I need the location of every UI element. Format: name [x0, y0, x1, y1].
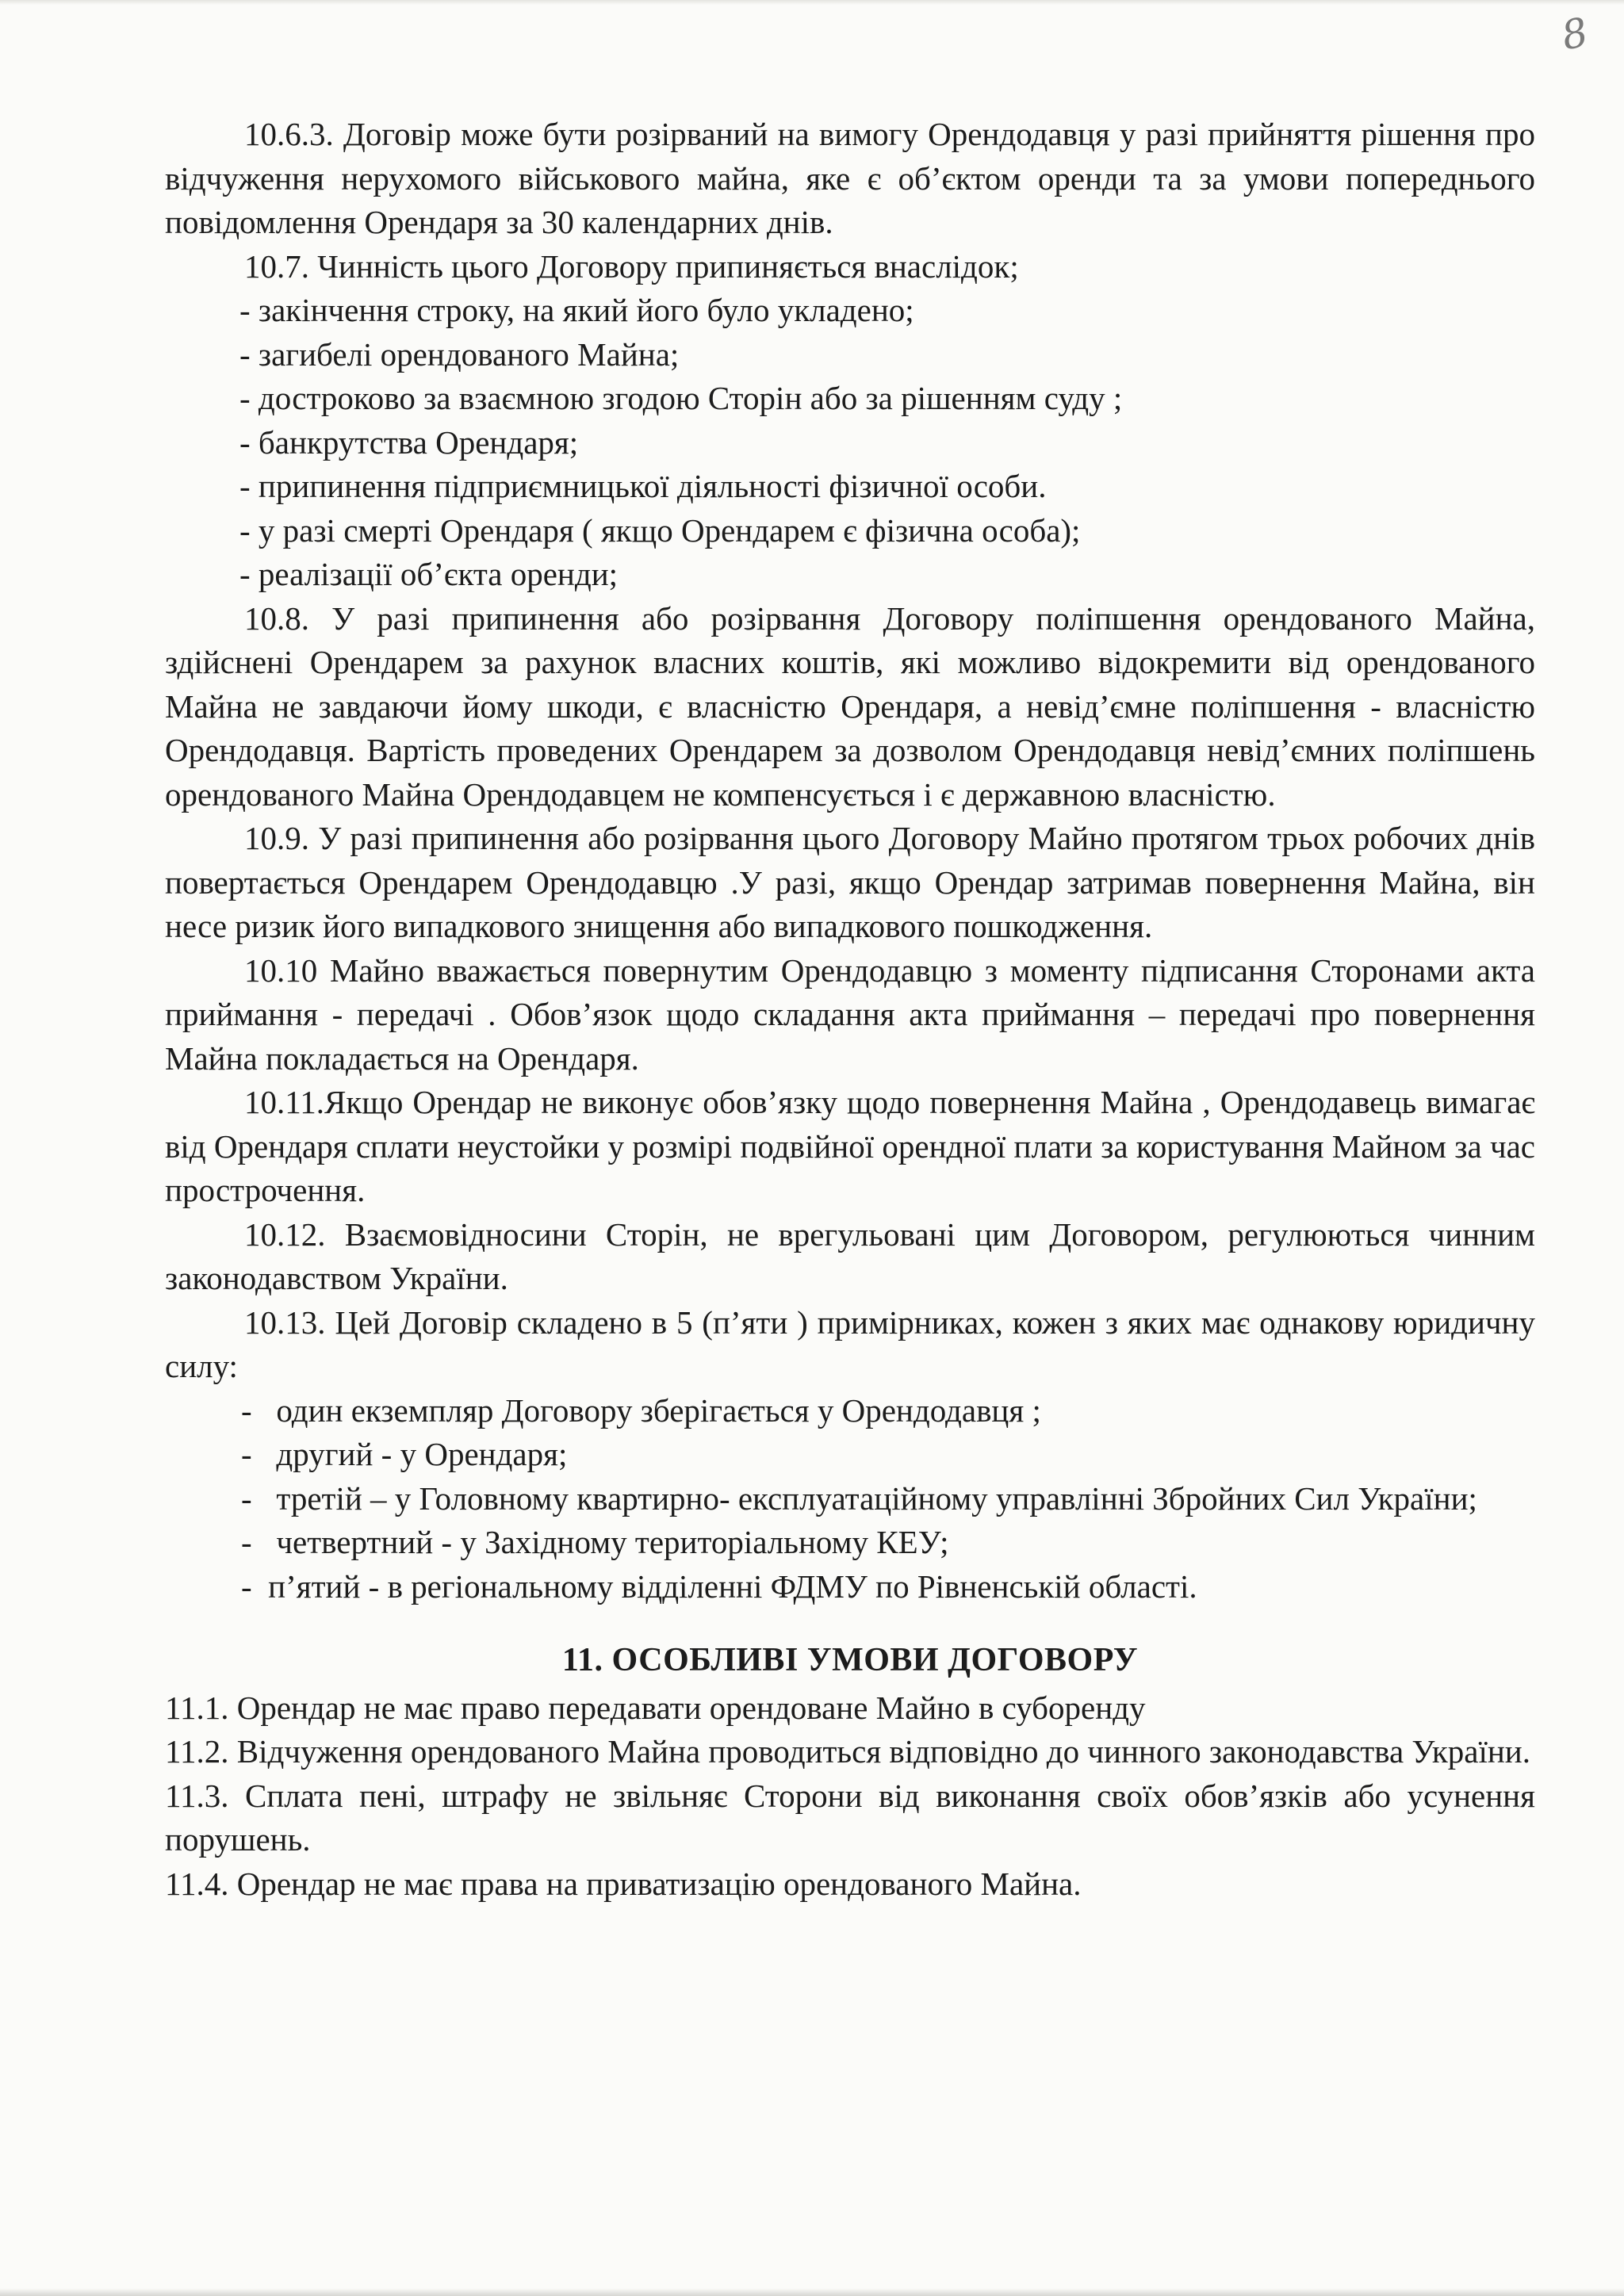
scan-edge-bottom: [0, 2288, 1624, 2296]
copy-list-item-text: третій – у Головному квартирно- експлуатаційному управлінні Збройних Сил України;: [276, 1479, 1477, 1517]
clause-10-7-item: - припинення підприємницької діяльності фізичної особи.: [239, 468, 1047, 504]
clause-10-11: 10.11.Якщо Орендар не виконує обов’язку щодо повернення Майна , Орендодавець вимагає від Орендаря сплати неустойки у розмірі подвійної орендної плати за користування Майном за час прострочення.: [165, 1084, 1535, 1208]
clause-11-4: 11.4. Орендар не має права на приватизацію орендованого Майна.: [165, 1865, 1082, 1902]
clause-10-9: 10.9. У разі припинення або розірвання цього Договору Майно протягом трьох робочих днів повертається Орендарем Орендодавцю .У разі, якщо Орендар затримав повернення Майна, він несе ризик його випадкового знищення або випадкового пошкодження.: [165, 820, 1535, 944]
scan-edge-top: [0, 0, 1624, 5]
copy-list-item-text: другий - у Орендаря;: [276, 1436, 568, 1472]
clause-10-8: 10.8. У разі припинення або розірвання Договору поліпшення орендованого Майна, здійснені Орендарем за рахунок власних коштів, які можливо відокремити від орендованого Майна не завдаючи йому шкоди, є власністю Орендаря, а невід’ємне поліпшення - власністю Орендодавця. Вартість проведених Орендарем за дозволом Орендодавця невід’ємних поліпшень орендованого Майна Орендодавцем не компенсується і є державною власністю.: [165, 599, 1535, 813]
copy-list-item: - другий - у Орендаря;: [241, 1436, 568, 1472]
clause-10-6-3: 10.6.3. Договір може бути розірваний на вимогу Орендодавця у разі прийняття рішення про відчуження нерухомого військового майна, яке є об’єктом оренди та за умови попереднього повідомлення Орендаря за 30 календарних днів.: [165, 116, 1535, 240]
clause-10-7-item: - банкрутства Орендаря;: [239, 423, 579, 461]
copy-list-item-text: один екземпляр Договору зберігається у Орендодавця ;: [276, 1391, 1041, 1429]
copy-list-item-text: п’ятий - в регіональному відділенні ФДМУ по Рівненській області.: [268, 1567, 1197, 1605]
section-11-heading: 11. ОСОБЛИВІ УМОВИ ДОГОВОРУ: [561, 1642, 1139, 1678]
copy-list-item: - третій – у Головному квартирно- експлуатаційному управлінні Збройних Сил України;: [241, 1479, 1477, 1517]
clause-10-7-item: - закінчення строку, на який його було укладено;: [239, 292, 914, 328]
clause-10-12: 10.12. Взаємовідносини Сторін, не врегульовані цим Договором, регулюються чинним законодавством України.: [165, 1215, 1535, 1296]
clause-10-7-item: - у разі смерті Орендаря ( якщо Орендарем є фізична особа);: [239, 511, 1081, 549]
document-body: [165, 113, 1535, 1906]
copy-list-item: - п’ятий - в регіональному відділенні ФДМУ по Рівненській області.: [241, 1567, 1197, 1605]
clause-11-1: 11.1. Орендар не має право передавати орендоване Майно в суборенду: [165, 1689, 1146, 1726]
clause-10-7: 10.7. Чинність цього Договору припиняється внаслідок;: [244, 247, 1019, 285]
copy-list-item-text: четвертний - у Західному територіальному КЕУ;: [276, 1524, 949, 1560]
clause-10-10: 10.10 Майно вважається повернутим Орендодавцю з моменту підписання Сторонами акта приймання - передачі . Обов’язок щодо складання акта приймання – передачі про повернення Майна покладається на Орендаря.: [165, 951, 1535, 1077]
clause-10-7-item: - загибелі орендованого Майна;: [239, 335, 680, 373]
copy-list-item: - четвертний - у Західному територіальному КЕУ;: [241, 1524, 949, 1560]
clause-10-7-item: - реалізації об’єкта оренди;: [239, 556, 619, 592]
handwritten-page-number: 8: [1557, 9, 1592, 59]
copy-list-item: - один екземпляр Договору зберігається у Орендодавця ;: [241, 1391, 1041, 1429]
clause-11-3: 11.3. Сплата пені, штрафу не звільняє Сторони від виконання своїх обов’язків або усунення порушень.: [165, 1777, 1535, 1858]
clause-10-7-item: - достроково за взаємною згодою Сторін або за рішенням суду ;: [239, 380, 1123, 416]
clause-11-2: 11.2. Відчуження орендованого Майна проводиться відповідно до чинного законодавства України.: [165, 1733, 1530, 1770]
clause-10-13: 10.13. Цей Договір складено в 5 (п’яти ) примірниках, кожен з яких має однакову юридичну силу:: [165, 1303, 1535, 1384]
